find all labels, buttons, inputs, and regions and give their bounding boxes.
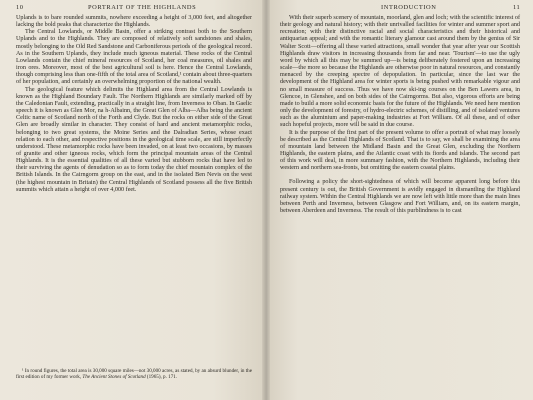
right-page bbox=[266, 0, 533, 400]
paragraph: With their superb scenery of mountain, moorland, glen and loch; with the scientific interest of their geology and natural history; with their unrivalled facilities for winter and summer sport and recreation; with their distinctive racial and social characteristics and their historical and antiquarian appeal; and with the romantic literary glamour cast around them by the genius of Sir Walter Scott—offering all these varied attractions, small wonder that year after year our Scottish Highlands draw visitors in increasing thousands from far and near. 'Tourism'—to use the ugly word by which all this may be summed up—is being deliberately fostered upon an increasing scale—the more so because the Highlands are otherwise poor in natural resources, and constantly menaced by the creeping spectre of depopulation. In particular, since the last war the development of the Highland area for winter sports is being pushed with remarkable vigour and no small measure of success. Thus we have now ski-ing courses on the Ben Lawers area, in Glencoe, in Glenshee, and on both sides of the Cairngorms. But also, vigorous efforts are being made to build a more solid economic basis for the future of the Highlands. We need here mention only the development of forestry, of hydro-electric schemes, of distilling, and of isolated ventures such as the aluminium and paper-making industries at Fort William. Of all these, and of other such hopeful projects, more will be said in due course. bbox=[280, 15, 520, 129]
paragraph: The Central Lowlands, or Middle Basin, offer a striking contrast both to the Southern Uplands and to the Highlands. They are composed of relatively soft sandstones and shales, mostly belonging to the Old Red Sandstone and Carboniferous periods of the geological record. As in the Southern Uplands, they include much igneous material. These rocks of the Central Lowlands contain the chief mineral resources of Scotland, her coal measures, oil shales and iron ores. Moreover, most of the best agricultural soil is here. Hence the Central Lowlands, though comprising less than one-fifth of the total area of Scotland,¹ contain about three-quarters of her population, and certainly an overwhelming proportion of the national wealth. bbox=[16, 29, 252, 86]
footnote-text: ¹ In round figures, the total area is 30,000 square miles—not 30,000 acres, as stated, by an absurd blunder, in the first edition of my former work, bbox=[16, 368, 252, 381]
left-page bbox=[0, 0, 266, 400]
paragraph: The geological feature which delimits the Highland area from the Central Lowlands is known as the Highland Boundary Fault. The Northern Highlands are similarly marked off by the Caledonian Fault, extending, practically in a straight line, from Inverness to Oban. In Gaelic speech it is known as Glen Mor, na h-Albainn, the Great Glen of Alba—Alba being the ancient Celtic name of Scotland north of the Forth and Clyde. But the rocks on either side of the Great Glen are broadly similar in character. They consist of hard and ancient metamorphic rocks, belonging to two great systems, the Moine Series and the Dalradian Series, whose exact relation to each other, and respective positions in the geological time scale, are still imperfectly understood. These metamorphic rocks have been invaded, on at least two occasions, by masses of granite and other igneous rocks, which form the principal mountain areas of the Central Highlands. It is the essential qualities of all these varied but stubborn rocks that have led to their surviving the agents of denudation so as to form today the chief mountain complex of the British Islands. In the Cairngorm group on the east, and in the isolated Ben Nevis on the west (the highest mountain in Britain) the Central Highlands of Scotland possess all the five British summits which attain a height of over 4,000 feet. bbox=[16, 86, 252, 193]
running-head: PORTRAIT OF THE HIGHLANDS bbox=[88, 4, 197, 11]
paragraph: Uplands is to bare rounded summits, nowhere exceeding a height of 3,000 feet, and altogether lacking the bold peaks that characterize the Highlands. bbox=[16, 15, 252, 29]
footnote-citation: (1965), p. 171. bbox=[145, 374, 178, 381]
running-head: INTRODUCTION bbox=[381, 4, 437, 11]
paragraph: It is the purpose of the first part of the present volume to offer a portrait of what may loosely be described as the Central Highlands of Scotland. That is to say, we shall be examining the area of mountain land between the Midland Basin and the Great Glen, excluding the Northern Highlands, the eastern plains, and the Atlantic coast with its fiords and islands. The second part of this work will deal, in more summary fashion, with the Northern Highlands, including their western and northern sea-fronts, but omitting the eastern coastal plains. bbox=[280, 129, 520, 172]
page-number: 11 bbox=[513, 4, 521, 11]
page-number: 10 bbox=[16, 4, 24, 11]
body-text bbox=[16, 15, 252, 194]
footnote bbox=[16, 368, 252, 380]
book-gutter bbox=[262, 0, 270, 400]
footnote-book-title: The Ancient Stones of Scotland bbox=[82, 374, 146, 381]
body-text bbox=[280, 15, 520, 215]
paragraph: Following a policy the short-sightedness of which will become apparent long before this present century is out, the British Government is avidly engaged in dismantling the Highland railway system. Within the Central Highlands we are now left with little more than the main lines between Perth and Inverness, between Glasgow and Fort William, and, on its eastern margin, between Aberdeen and Inverness. The result of this purblindness is to cast bbox=[280, 179, 520, 215]
